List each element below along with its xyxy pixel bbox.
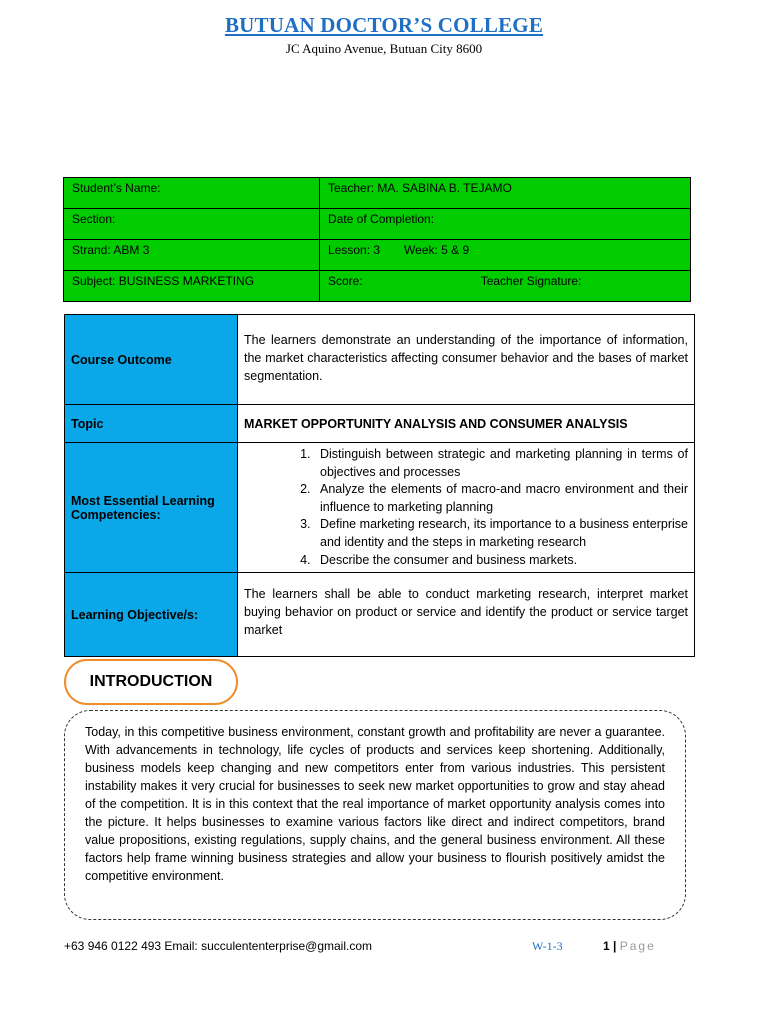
footer-week-code: W-1-3	[532, 939, 563, 953]
score-signature-cell	[320, 271, 691, 302]
college-address: JC Aquino Avenue, Butuan City 8600	[285, 41, 483, 56]
course-outcome-text: The learners demonstrate an understanding of the importance of information, the market characteristics affecting consumer behavior and the bases of market segmentation.	[238, 315, 695, 405]
score-field: Score:	[328, 274, 363, 288]
introduction-heading	[64, 659, 238, 705]
lesson-field: Lesson: 3	[328, 243, 381, 257]
section-field: Section:	[64, 209, 320, 240]
learning-objective-label: Learning Objective/s:	[65, 573, 238, 657]
list-item: 1. Distinguish between strategic and marketing planning in terms of objectives and processes	[314, 446, 688, 481]
topic-text: MARKET OPPORTUNITY ANALYSIS AND CONSUMER ANALYSIS	[238, 405, 695, 443]
topic-label: Topic	[65, 405, 238, 443]
melc-label: Most Essential Learning Competencies:	[65, 443, 238, 573]
list-item: 3. Define marketing research, its importance to a business enterprise and identity and the steps in marketing research	[314, 516, 688, 551]
course-outcome-label: Course Outcome	[65, 315, 238, 405]
list-item: 2. Analyze the elements of macro-and macro environment and their influence to marketing planning	[314, 481, 688, 516]
page-label: Page	[619, 939, 656, 953]
course-info-table	[64, 314, 695, 657]
week-field: Week: 5 & 9	[404, 243, 470, 257]
student-info-table	[63, 177, 691, 302]
introduction-heading-text: INTRODUCTION	[89, 673, 213, 690]
table-row	[64, 178, 691, 209]
table-row	[64, 209, 691, 240]
list-item: 4. Describe the consumer and business markets.	[314, 552, 688, 570]
table-row	[65, 443, 695, 573]
subject-field: Subject: BUSINESS MARKETING	[64, 271, 320, 302]
table-row	[65, 315, 695, 405]
teacher-field: Teacher: MA. SABINA B. TEJAMO	[320, 178, 691, 209]
melc-list-cell	[238, 443, 695, 573]
page-separator: |	[613, 939, 617, 953]
introduction-body: Today, in this competitive business environment, constant growth and profitability are never a guarantee. With advancements in technology, life cycles of products and services keep shortening. Additionally, business models keep changing and new competitors enter from various industries. This persistent instability makes it very crucial for businesses to seek new market opportunities to grow and stay ahead of the competition. It is in this context that the real importance of market opportunity analysis comes into the picture. It helps businesses to examine various factors like direct and indirect competitors, brand value propositions, existing regulations, supply chains, and the general business environment. All these factors help frame winning business strategies and allow your business to flourish positively amidst the competitive environment.	[64, 710, 686, 920]
table-row	[64, 240, 691, 271]
footer-page-number	[603, 939, 656, 953]
page-number: 1	[603, 939, 610, 953]
footer-contact: +63 946 0122 493 Email: succulententerprise@gmail.com	[64, 939, 373, 953]
teacher-signature-field: Teacher Signature:	[480, 274, 582, 288]
date-completion-field: Date of Completion:	[320, 209, 691, 240]
strand-field: Strand: ABM 3	[64, 240, 320, 271]
student-name-field: Student’s Name:	[64, 178, 320, 209]
lesson-week-cell	[320, 240, 691, 271]
college-title: BUTUAN DOCTOR’S COLLEGE	[224, 13, 544, 37]
table-row	[65, 405, 695, 443]
learning-objective-text: The learners shall be able to conduct marketing research, interpret market buying behavior on product or service and identify the product or service target market	[238, 573, 695, 657]
table-row	[65, 573, 695, 657]
melc-list	[244, 446, 688, 569]
table-row	[64, 271, 691, 302]
